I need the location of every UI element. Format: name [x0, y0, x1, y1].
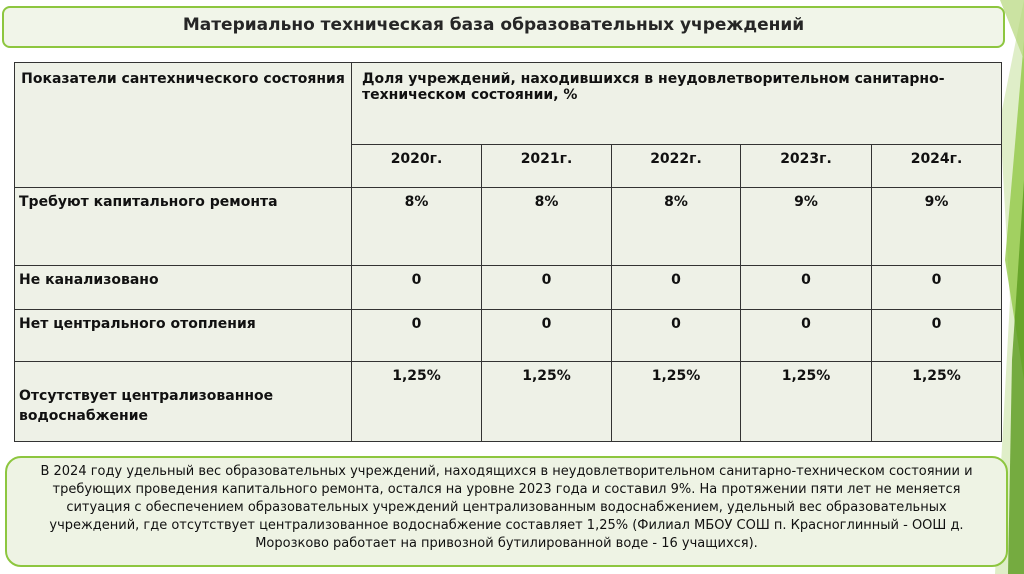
table-row	[15, 266, 1002, 310]
table-cell: 1,25%	[741, 362, 872, 442]
table-cell: 9%	[872, 188, 1002, 266]
table-cell: 8%	[612, 188, 741, 266]
table-cell: 0	[352, 266, 482, 310]
summary-note	[5, 456, 1008, 567]
table-cell: 8%	[352, 188, 482, 266]
header-share: Доля учреждений, находившихся в неудовлетворительном санитарно-техническом состоянии, %	[352, 63, 1002, 145]
table-cell: 0	[612, 310, 741, 362]
table-cell: 0	[872, 266, 1002, 310]
table-cell: 1,25%	[612, 362, 741, 442]
table-row	[15, 188, 1002, 266]
year-header: 2022г.	[612, 145, 741, 188]
table-cell: 0	[872, 310, 1002, 362]
table-row	[15, 362, 1002, 442]
table-cell: 0	[482, 266, 612, 310]
row-label: Не канализовано	[15, 266, 352, 310]
year-header: 2023г.	[741, 145, 872, 188]
sanitary-table	[14, 62, 1002, 442]
row-label: Нет центрального отопления	[15, 310, 352, 362]
page-title: Материально техническая база образовательных учреждений	[182, 15, 805, 35]
table-cell: 1,25%	[352, 362, 482, 442]
year-header: 2021г.	[482, 145, 612, 188]
table-cell: 0	[352, 310, 482, 362]
table-cell: 0	[482, 310, 612, 362]
row-label: Требуют капитального ремонта	[15, 188, 352, 266]
table-cell: 1,25%	[872, 362, 1002, 442]
header-indicator: Показатели сантехнического состояния	[15, 63, 352, 188]
row-label: Отсутствует централизованное водоснабжение	[15, 362, 352, 442]
table-row	[15, 310, 1002, 362]
year-header: 2020г.	[352, 145, 482, 188]
year-header: 2024г.	[872, 145, 1002, 188]
table-cell: 0	[612, 266, 741, 310]
table-cell: 0	[741, 310, 872, 362]
table-cell: 9%	[741, 188, 872, 266]
table-cell: 0	[741, 266, 872, 310]
table-cell: 1,25%	[482, 362, 612, 442]
title-box	[2, 6, 1005, 48]
table-cell: 8%	[482, 188, 612, 266]
summary-text: В 2024 году удельный вес образовательных учреждений, находящихся в неудовлетворительном санитарно-техническом состоянии и требующих проведения капитального ремонта, остался на уровне 2023 года и составил 9%. На протяжении пяти лет не меняется ситуация с обеспечением образовательных учреждений централизованным водоснабжением, удельный вес образовательных учреждений, где отсутствует централизованное водоснабжение составляет 1,25% (Филиал МБОУ СОШ п. Красноглинный - ООШ д. Морозково работает на привозной бутилированной воде - 16 учащихся).	[40, 464, 973, 551]
